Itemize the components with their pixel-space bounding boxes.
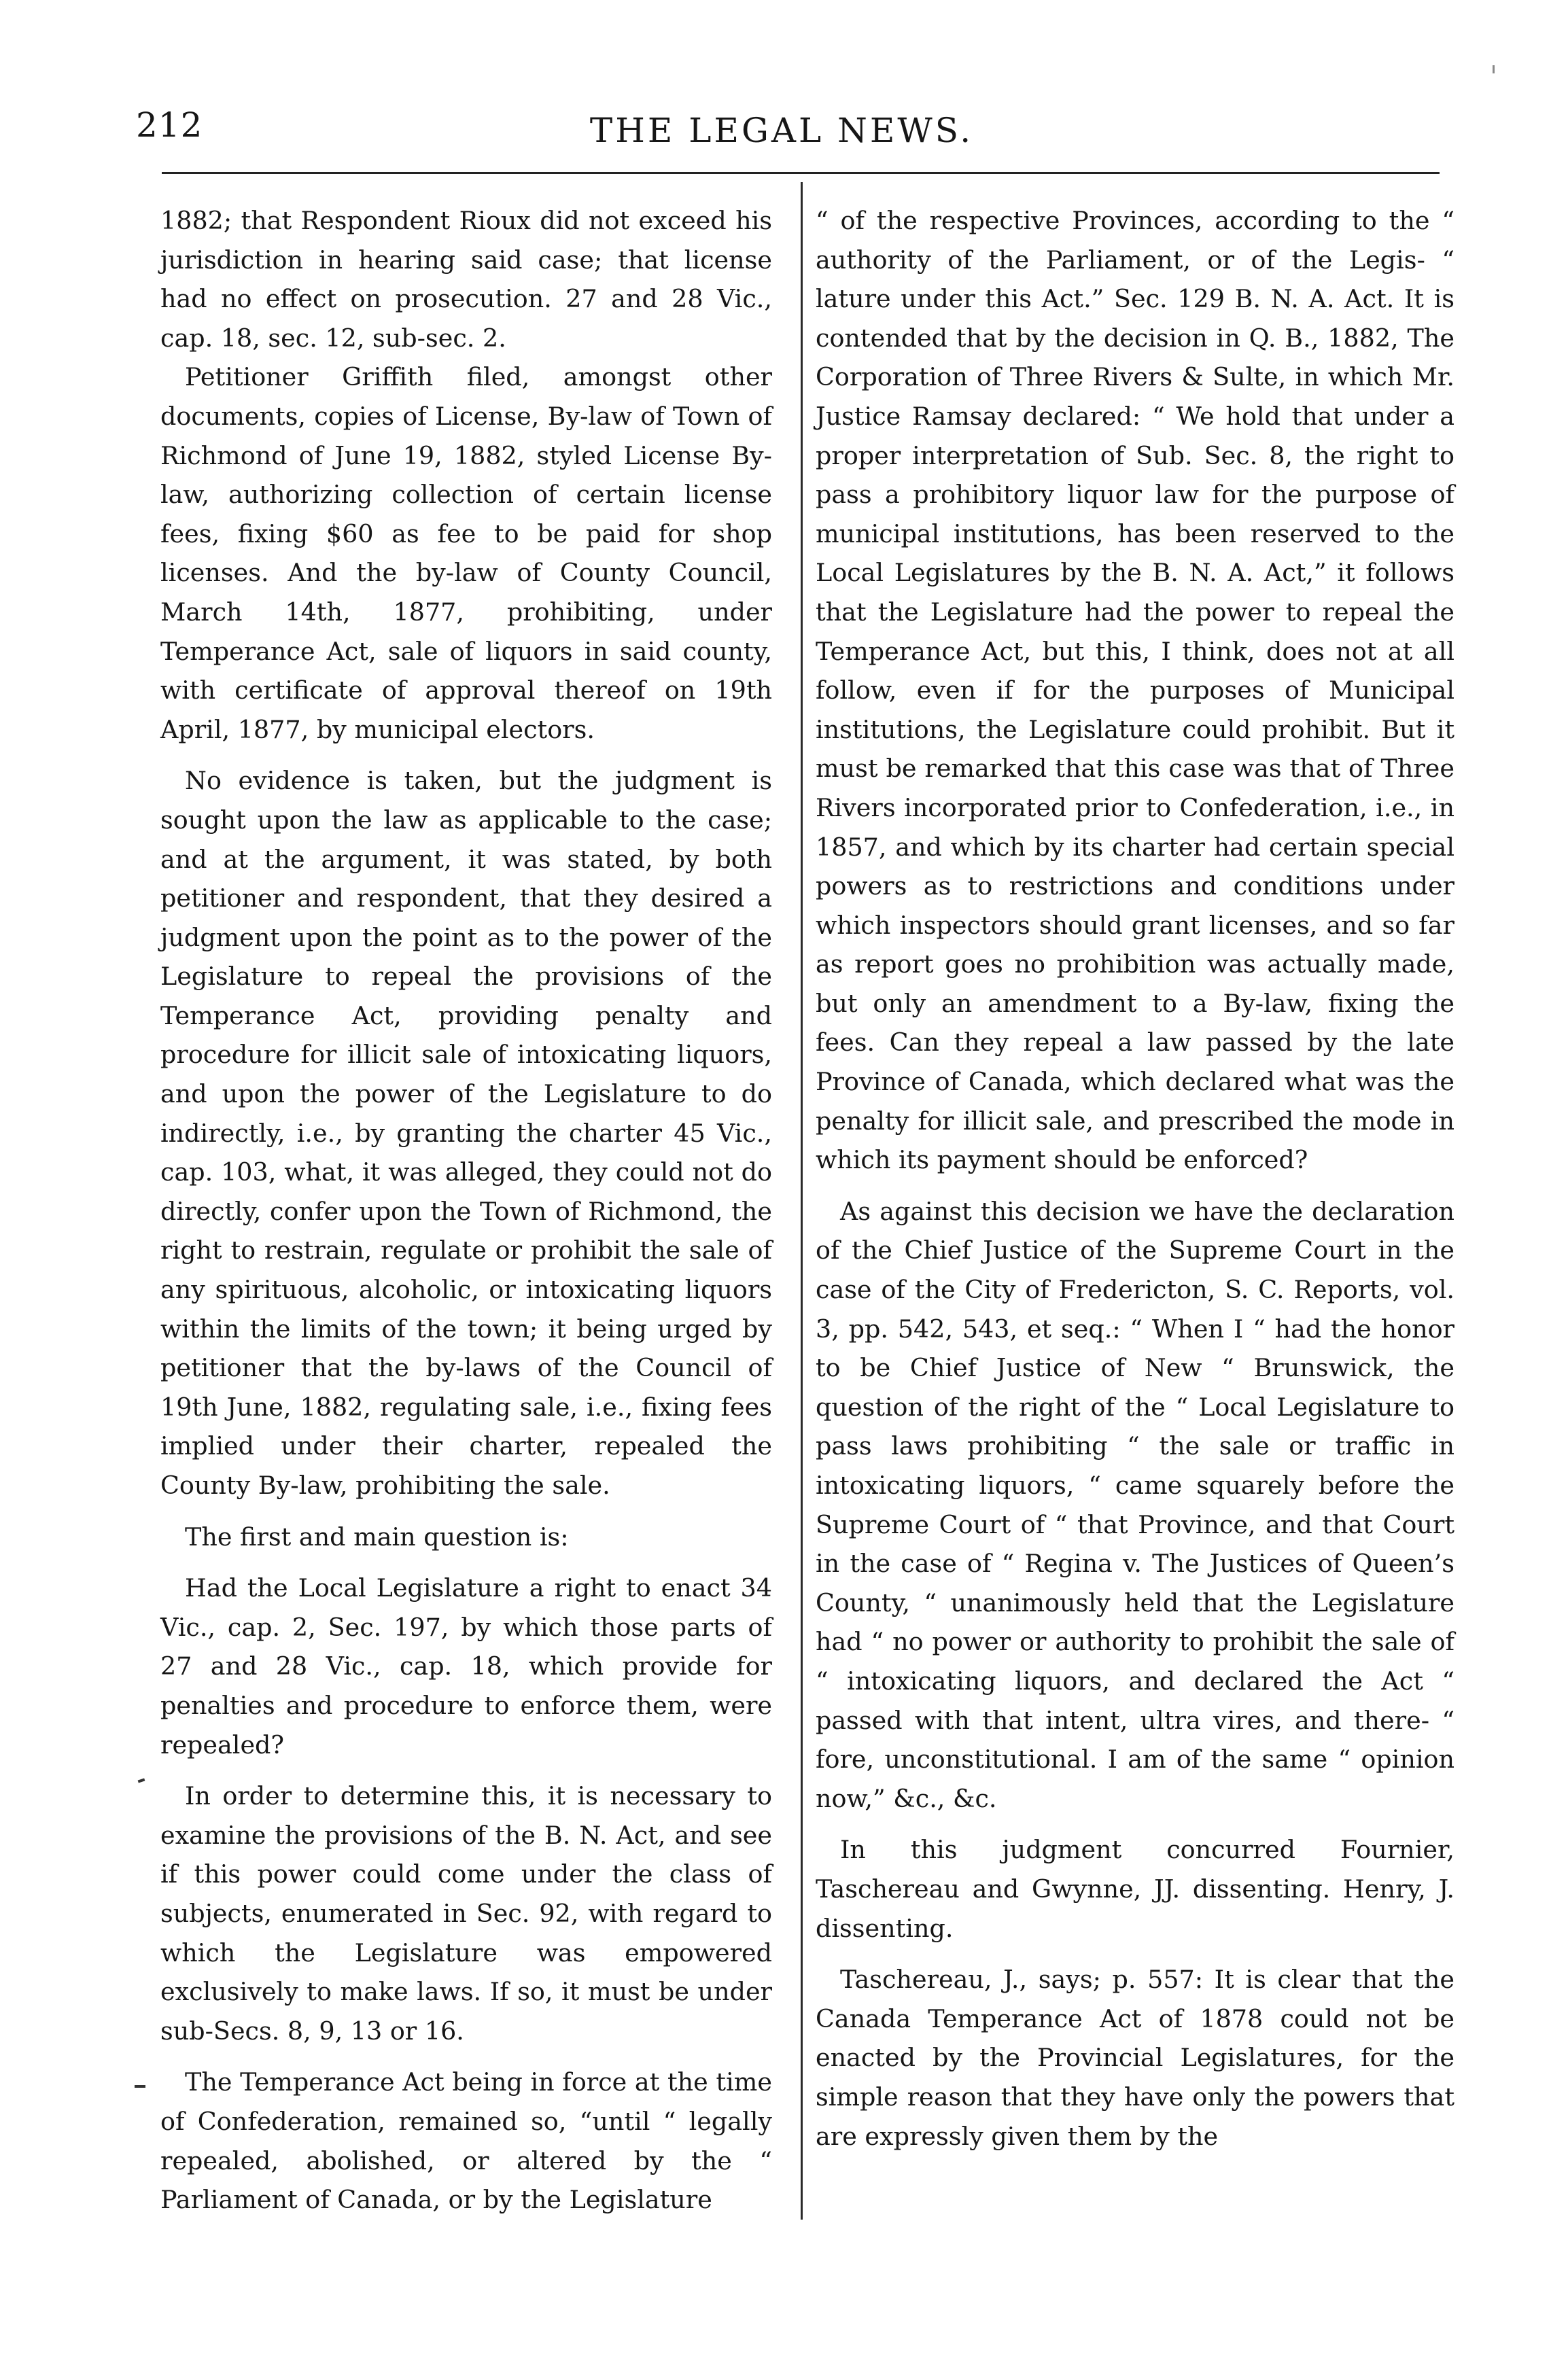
- paragraph: Petitioner Griffith filed, amongst other documents, copies of License, By-law of Town of Richmond of June 19, 1882, styled License By-law, authorizing collection of certain license fees, fixing $60 as fee to be paid for shop licenses. And the by-law of County Council, March 14th, 1877, prohibiting, under Temperance Act, sale of liquors in said county, with certificate of approval thereof on 19th April, 1877, by municipal electors.: [160, 362, 772, 744]
- page-number: 212: [136, 105, 203, 145]
- margin-mark: [138, 1779, 145, 1783]
- margin-mark: [135, 2085, 145, 2088]
- journal-title: THE LEGAL NEWS.: [589, 111, 974, 150]
- right-column: [816, 201, 1454, 2156]
- paragraph: In order to determine this, it is necessary to examine the provisions of the B. N. Act, and see if this power could come under the class of subjects, enumerated in Sec. 92, with regard to which the Legislature was empowered exclusively to make laws. If so, it must be under sub-Secs. 8, 9, 13 or 16.: [160, 1781, 772, 2046]
- paragraph: The Temperance Act being in force at the time of Confederation, remained so, “until “ legally repealed, abolished, or altered by the “ Parliament of Canada, or by the Legislature: [160, 2067, 772, 2215]
- paragraph: Had the Local Legislature a right to enact 34 Vic., cap. 2, Sec. 197, by which those parts of 27 and 28 Vic., cap. 18, which provide for penalties and procedure to enforce them, were repealed?: [160, 1573, 772, 1760]
- paragraph: The first and main question is:: [185, 1522, 569, 1552]
- paragraph: In this judgment concurred Fournier, Taschereau and Gwynne, JJ. dissenting. Henry, J. dissenting.: [816, 1835, 1454, 1943]
- column-rule: [801, 182, 803, 2220]
- paragraph: Taschereau, J., says; p. 557: It is clear that the Canada Temperance Act of 1878 could not be enacted by the Provincial Legislatures, for the simple reason that they have only the powers that are expressly given them by the: [816, 1965, 1454, 2151]
- left-column: [160, 201, 772, 2220]
- scan-mark: [1493, 65, 1495, 73]
- paragraph: As against this decision we have the declaration of the Chief Justice of the Supreme Court in the case of the City of Fredericton, S. C. Reports, vol. 3, pp. 542, 543, et seq.: “ When I “ had the honor to be Chief Justice of New “ Brunswick, the question of the right of the “ Local Legislature to pass laws prohibiting “ the sale or traffic in intoxicating liquors, “ came squarely before the Supreme Court of “ that Province, and that Court in the case of “ Regina v. The Justices of Queen’s County, “ unanimously held that the Legislature had “ no power or authority to prohibit the sale of “ intoxicating liquors, and declared the Act “ passed with that intent, ultra vires, and there- “ fore, unconstitutional. I am of the same “ opinion now,” &c., &c.: [816, 1196, 1454, 1813]
- paragraph: No evidence is taken, but the judgment is sought upon the law as applicable to the case; and at the argument, it was stated, by both petitioner and respondent, that they desired a judgment upon the point as to the power of the Legislature to repeal the provisions of the Temperance Act, providing penalty and procedure for illicit sale of intoxicating liquors, and upon the power of the Legislature to do indirectly, i.e., by granting the charter 45 Vic., cap. 103, what, it was alleged, they could not do directly, confer upon the Town of Richmond, the right to restrain, regulate or prohibit the sale of any spirituous, alcoholic, or intoxicating liquors within the limits of the town; it being urged by petitioner that the by-laws of the Council of 19th June, 1882, regulating sale, i.e., fixing fees implied under their charter, repealed the County By-law, prohibiting the sale.: [160, 766, 772, 1500]
- page-header: [136, 105, 1427, 160]
- paragraph: “ of the respective Provinces, according to the “ authority of the Parliament, or of the Legis- “ lature under this Act.” Sec. 129 B. N. A. Act. It is contended that by the decision in Q. B., 1882, The Corporation of Three Rivers & Sulte, in which Mr. Justice Ramsay declared: “ We hold that under a proper interpretation of Sub. Sec. 8, the right to pass a prohibitory liquor law for the purpose of municipal institutions, has been reserved to the Local Legislatures by the B. N. A. Act,” it follows that the Legislature had the power to repeal the Temperance Act, but this, I think, does not at all follow, even if for the purposes of Municipal institutions, the Legislature could prohibit. But it must be remarked that this case was that of Three Rivers incorporated prior to Confederation, i.e., in 1857, and which by its charter had certain special powers as to restrictions and conditions under which inspectors should grant licenses, and so far as report goes no prohibition was actually made, but only an amendment to a By-law, fixing the fees. Can they repeal a law passed by the late Province of Canada, which declared what was the penalty for illicit sale, and prescribed the mode in which its payment should be enforced?: [816, 206, 1454, 1175]
- paragraph: 1882; that Respondent Rioux did not exceed his jurisdiction in hearing said case; that license had no effect on prosecution. 27 and 28 Vic., cap. 18, sec. 12, sub-sec. 2.: [160, 206, 772, 353]
- header-rule: [162, 172, 1440, 174]
